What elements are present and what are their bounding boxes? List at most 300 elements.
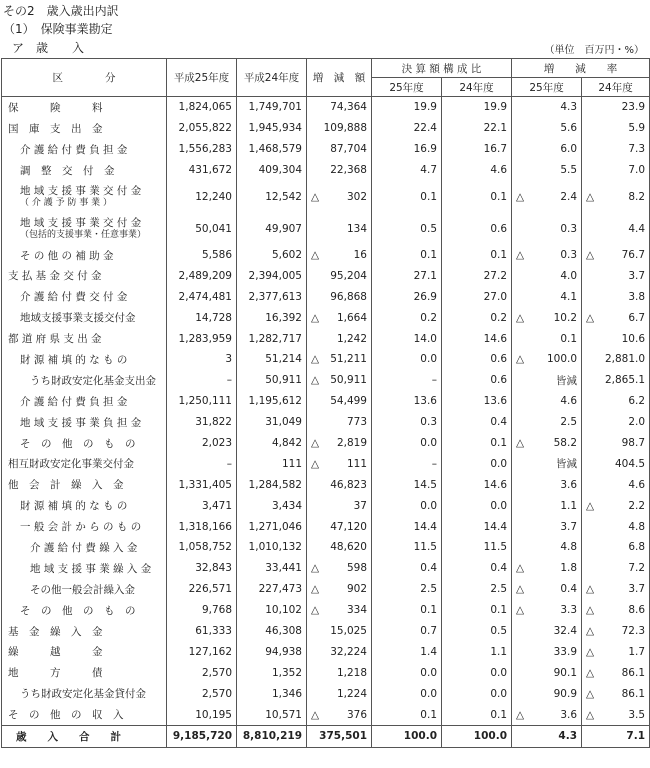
value: 6.2 [628,395,646,408]
value-h24: 94,938 [237,641,307,662]
decrease-mark: △ [586,249,595,261]
value: 皆減 [556,374,578,387]
value-diff [307,265,372,286]
value-h25: 1,283,959 [167,328,237,349]
decrease-mark: △ [586,583,595,596]
value: 0.3 [560,249,578,261]
section-heading: その2 歳入歳出内訳 [3,4,119,18]
table-row [2,704,650,725]
value-diff [307,516,372,537]
ratio-24: 14.6 [442,328,512,349]
value: 22,368 [330,164,367,177]
value-h25: 1,250,111 [167,391,237,412]
row-label: 相互財政安定化事業交付金 [2,453,167,474]
value: 3.7 [628,583,646,596]
row-label-line1: 地 域 支 援 事 業 交 付 金 [20,216,142,229]
value-h25: 1,058,752 [167,537,237,558]
ratio-24: 0.4 [442,558,512,579]
value: 58.2 [553,437,578,450]
value-diff [307,433,372,454]
value: 6.7 [628,311,646,324]
decrease-mark: △ [311,437,320,450]
total-row [2,726,650,748]
value-diff [307,495,372,516]
value-h24: 50,911 [237,370,307,391]
rate-24 [582,412,650,433]
value-h25: 127,162 [167,641,237,662]
row-label-line1: 地 域 支 援 事 業 交 付 金 [20,184,142,197]
value-h24: 31,049 [237,412,307,433]
decrease-mark: △ [516,249,525,261]
value: 1.1 [560,499,578,512]
rate-24 [582,245,650,266]
table-row [2,516,650,537]
value: 0.4 [560,583,578,596]
header-ratio25: 25年度 [372,78,442,97]
row-label: うち財政安定化基金支出金 [2,370,167,391]
value-h25: 2,055,822 [167,118,237,139]
value-diff [307,683,372,704]
decrease-mark: △ [311,457,320,470]
header-rate25: 25年度 [512,78,582,97]
value: 32,224 [330,645,367,658]
rate-25 [512,433,582,454]
value-diff [307,213,372,245]
value: 87,704 [330,143,367,156]
total-diff: 375,501 [307,726,372,748]
decrease-mark: △ [586,625,595,638]
rate-25 [512,181,582,213]
rate-25 [512,600,582,621]
header-rate24: 24年度 [582,78,650,97]
value-diff [307,641,372,662]
value-diff [307,370,372,391]
value: 3.7 [628,269,646,282]
decrease-mark: △ [311,190,320,203]
value-diff [307,349,372,370]
value: 95,204 [330,269,367,282]
rate-25 [512,641,582,662]
ratio-25: 0.0 [372,662,442,683]
rate-24 [582,328,650,349]
value-h25: 2,023 [167,433,237,454]
value-diff [307,537,372,558]
decrease-mark: △ [586,604,595,617]
decrease-mark: △ [311,604,320,617]
decrease-mark: △ [516,353,525,366]
value-diff [307,307,372,328]
table-row [2,286,650,307]
value: 334 [346,604,367,617]
value: 7.0 [628,164,646,177]
revenue-table [1,58,650,748]
value: 2.5 [560,416,578,429]
value: 76.7 [621,249,646,261]
value-diff [307,558,372,579]
rate-24 [582,662,650,683]
table-row [2,495,650,516]
value: 32.4 [553,625,578,638]
rate-25 [512,245,582,266]
rate-24 [582,181,650,213]
table-row [2,118,650,139]
ratio-25: 0.7 [372,621,442,642]
value-diff [307,662,372,683]
subsection-heading: （1） 保険事業勘定 [3,22,113,36]
value: 98.7 [621,437,646,450]
value: 72.3 [621,625,646,638]
value: 8.2 [628,190,646,203]
table-row [2,349,650,370]
ratio-24: 11.5 [442,537,512,558]
row-label: 地 域 支 援 事 業 繰 入 金 [2,558,167,579]
ratio-24: 14.6 [442,474,512,495]
value-diff [307,621,372,642]
table-row [2,433,650,454]
ratio-25: 16.9 [372,139,442,160]
ratio-25: 0.1 [372,181,442,213]
ratio-24: 2.5 [442,579,512,600]
row-label: 他 会 計 繰 入 金 [2,474,167,495]
value: 90.9 [553,687,578,700]
value-h24: 1,195,612 [237,391,307,412]
row-label [2,213,167,245]
value-diff [307,391,372,412]
ratio-24: 0.1 [442,245,512,266]
value: 23.9 [621,101,646,114]
table-row [2,579,650,600]
value-h25: 50,041 [167,213,237,245]
table-row [2,265,650,286]
value: 50,911 [330,374,367,387]
rate-25 [512,453,582,474]
rate-25 [512,160,582,181]
row-label: 繰 越 金 [2,641,167,662]
value-h25: 2,570 [167,662,237,683]
value-diff [307,118,372,139]
ratio-24: 0.0 [442,495,512,516]
table-row [2,213,650,245]
table-row [2,139,650,160]
value-h25: 226,571 [167,579,237,600]
row-label [2,181,167,213]
value: 96,868 [330,290,367,303]
decrease-mark: △ [311,249,320,261]
value: 8.6 [628,604,646,617]
value: 16 [353,249,367,261]
total-rt25: 4.3 [512,726,582,748]
ratio-24: 19.9 [442,97,512,118]
table-row [2,245,650,266]
value: 47,120 [330,520,367,533]
ratio-25: 0.0 [372,683,442,704]
ratio-25: 4.7 [372,160,442,181]
rate-25 [512,370,582,391]
ratio-24: 0.1 [442,181,512,213]
rate-24 [582,97,650,118]
value-h24: 10,102 [237,600,307,621]
ratio-24: 0.6 [442,213,512,245]
value: 1.8 [560,562,578,575]
decrease-mark: △ [311,353,320,366]
value: 1,218 [336,666,367,679]
decrease-mark: △ [586,666,595,679]
value-h24: 111 [237,453,307,474]
rate-24 [582,139,650,160]
value: 6.8 [628,541,646,554]
value: 5.9 [628,122,646,135]
row-label-line2: （ 介 護 予 防 事 業 ） [20,197,113,208]
header-h25: 平成25年度 [167,59,237,97]
value-h24: 33,441 [237,558,307,579]
value: 54,499 [330,395,367,408]
row-label: 調 整 交 付 金 [2,160,167,181]
ratio-24: 22.1 [442,118,512,139]
value-h24: 1,468,579 [237,139,307,160]
ratio-24: 27.0 [442,286,512,307]
ratio-24: 27.2 [442,265,512,286]
rate-25 [512,537,582,558]
ratio-24: 4.6 [442,160,512,181]
value: 4.1 [560,290,578,303]
value: 33.9 [553,645,578,658]
header-rate-group: 増 減 率 [512,59,650,78]
decrease-mark: △ [516,311,525,324]
value: 3.5 [628,708,646,721]
ratio-24: 0.0 [442,662,512,683]
rate-25 [512,391,582,412]
rate-25 [512,328,582,349]
value: 3.7 [560,520,578,533]
row-label: 財 源 補 填 的 な も の [2,349,167,370]
ratio-25: 1.4 [372,641,442,662]
decrease-mark: △ [516,190,525,203]
rate-24 [582,307,650,328]
value-h24: 227,473 [237,579,307,600]
ratio-25: 14.5 [372,474,442,495]
value-h24: 2,377,613 [237,286,307,307]
value-diff [307,704,372,725]
value: 7.3 [628,143,646,156]
rate-24 [582,433,650,454]
value-h24: 2,394,005 [237,265,307,286]
rate-24 [582,265,650,286]
rate-24 [582,600,650,621]
value: 10.2 [553,311,578,324]
row-label: 一 般 会 計 か ら の も の [2,516,167,537]
decrease-mark: △ [516,604,525,617]
value-h25: 31,822 [167,412,237,433]
value: 2.4 [560,190,578,203]
total-v24: 8,810,219 [237,726,307,748]
value-h25: 10,195 [167,704,237,725]
ratio-24: 13.6 [442,391,512,412]
rate-24 [582,370,650,391]
value-h24: 46,308 [237,621,307,642]
table-row [2,621,650,642]
table-row [2,307,650,328]
table-row [2,537,650,558]
total-r24: 100.0 [442,726,512,748]
value-h24: 4,842 [237,433,307,454]
ratio-25: 0.4 [372,558,442,579]
table-row [2,181,650,213]
table-row [2,662,650,683]
row-label: 地域支援事業支援交付金 [2,307,167,328]
rate-24 [582,213,650,245]
ratio-25: 26.9 [372,286,442,307]
value: 90.1 [553,666,578,679]
value: 404.5 [614,457,646,470]
value-h25: – [167,370,237,391]
value: 7.2 [628,562,646,575]
value: 48,620 [330,541,367,554]
header-category: 区 分 [2,59,167,97]
value: 2,865.1 [604,374,646,387]
row-label: 都 道 府 県 支 出 金 [2,328,167,349]
value-diff [307,328,372,349]
decrease-mark: △ [516,708,525,721]
row-label: 介 護 給 付 費 負 担 金 [2,391,167,412]
rate-25 [512,516,582,537]
table-row [2,641,650,662]
value: 2.0 [628,416,646,429]
ratio-25: 0.1 [372,704,442,725]
value: 4.3 [560,101,578,114]
value: 134 [346,222,367,235]
value-h24: 1,945,934 [237,118,307,139]
ratio-25: 19.9 [372,97,442,118]
decrease-mark: △ [311,374,320,387]
rate-25 [512,558,582,579]
value-diff [307,412,372,433]
decrease-mark: △ [586,190,595,203]
value-h24: 1,749,701 [237,97,307,118]
row-label: そ の 他 の 補 助 金 [2,245,167,266]
rate-25 [512,139,582,160]
rate-24 [582,704,650,725]
rate-25 [512,412,582,433]
ratio-24: 0.0 [442,453,512,474]
ratio-25: 0.2 [372,307,442,328]
rate-25 [512,213,582,245]
table-row [2,453,650,474]
value-diff [307,286,372,307]
value-h25: 14,728 [167,307,237,328]
value-diff [307,160,372,181]
row-label: そ の 他 の も の [2,600,167,621]
value: 5.5 [560,164,578,177]
header-diff: 増 減 額 [307,59,372,97]
ratio-25: 0.0 [372,495,442,516]
ratio-24: 0.5 [442,621,512,642]
row-label: 基 金 繰 入 金 [2,621,167,642]
decrease-mark: △ [516,583,525,596]
decrease-mark: △ [586,311,595,324]
value-h25: 5,586 [167,245,237,266]
table-row [2,412,650,433]
rate-24 [582,641,650,662]
value-h25: 3,471 [167,495,237,516]
ratio-25: 2.5 [372,579,442,600]
decrease-mark: △ [586,687,595,700]
decrease-mark: △ [516,562,525,575]
unit-note: （単位 百万円・%） [544,45,644,56]
decrease-mark: △ [516,437,525,450]
value-h25: 61,333 [167,621,237,642]
value-h24: 5,602 [237,245,307,266]
row-label: その他一般会計繰入金 [2,579,167,600]
value: 86.1 [621,687,646,700]
value: 1,224 [336,687,367,700]
total-r25: 100.0 [372,726,442,748]
rate-25 [512,621,582,642]
value-h24: 51,214 [237,349,307,370]
value: 6.0 [560,143,578,156]
row-label-line2: （包括的支援事業・任意事業） [20,229,147,240]
rate-24 [582,516,650,537]
value: 皆減 [556,458,578,471]
table-body [2,97,650,748]
value: 1,242 [336,332,367,345]
rate-25 [512,118,582,139]
row-label: 保 険 料 [2,97,167,118]
ratio-25: 22.4 [372,118,442,139]
value-h25: 1,318,166 [167,516,237,537]
value: 37 [353,499,367,512]
value: 2,881.0 [604,353,646,366]
table-row [2,97,650,118]
rate-24 [582,453,650,474]
rate-24 [582,160,650,181]
value: 111 [346,457,367,470]
value-h25: 1,824,065 [167,97,237,118]
value: 4.8 [628,520,646,533]
rate-24 [582,349,650,370]
ratio-24: 0.2 [442,307,512,328]
value-h25: 1,556,283 [167,139,237,160]
value: 598 [346,562,367,575]
value: 2,819 [336,437,367,450]
rate-25 [512,286,582,307]
rate-24 [582,558,650,579]
value-h24: 10,571 [237,704,307,725]
ratio-24: 0.1 [442,704,512,725]
decrease-mark: △ [311,583,320,596]
row-label: そ の 他 の も の [2,433,167,454]
table-row [2,600,650,621]
value-h24: 1,284,582 [237,474,307,495]
value-h24: 1,346 [237,683,307,704]
rate-24 [582,537,650,558]
ratio-24: 0.4 [442,412,512,433]
value-diff [307,97,372,118]
table-row [2,474,650,495]
decrease-mark: △ [311,708,320,721]
value: 1,664 [336,311,367,324]
ratio-24: 0.0 [442,683,512,704]
value-diff [307,579,372,600]
ratio-24: 1.1 [442,641,512,662]
value-h25: 431,672 [167,160,237,181]
ratio-25: 0.5 [372,213,442,245]
table-row [2,683,650,704]
decrease-mark: △ [311,311,320,324]
row-label: 支 払 基 金 交 付 金 [2,265,167,286]
row-label: うち財政安定化基金貸付金 [2,683,167,704]
ratio-25: 0.3 [372,412,442,433]
total-v25: 9,185,720 [167,726,237,748]
